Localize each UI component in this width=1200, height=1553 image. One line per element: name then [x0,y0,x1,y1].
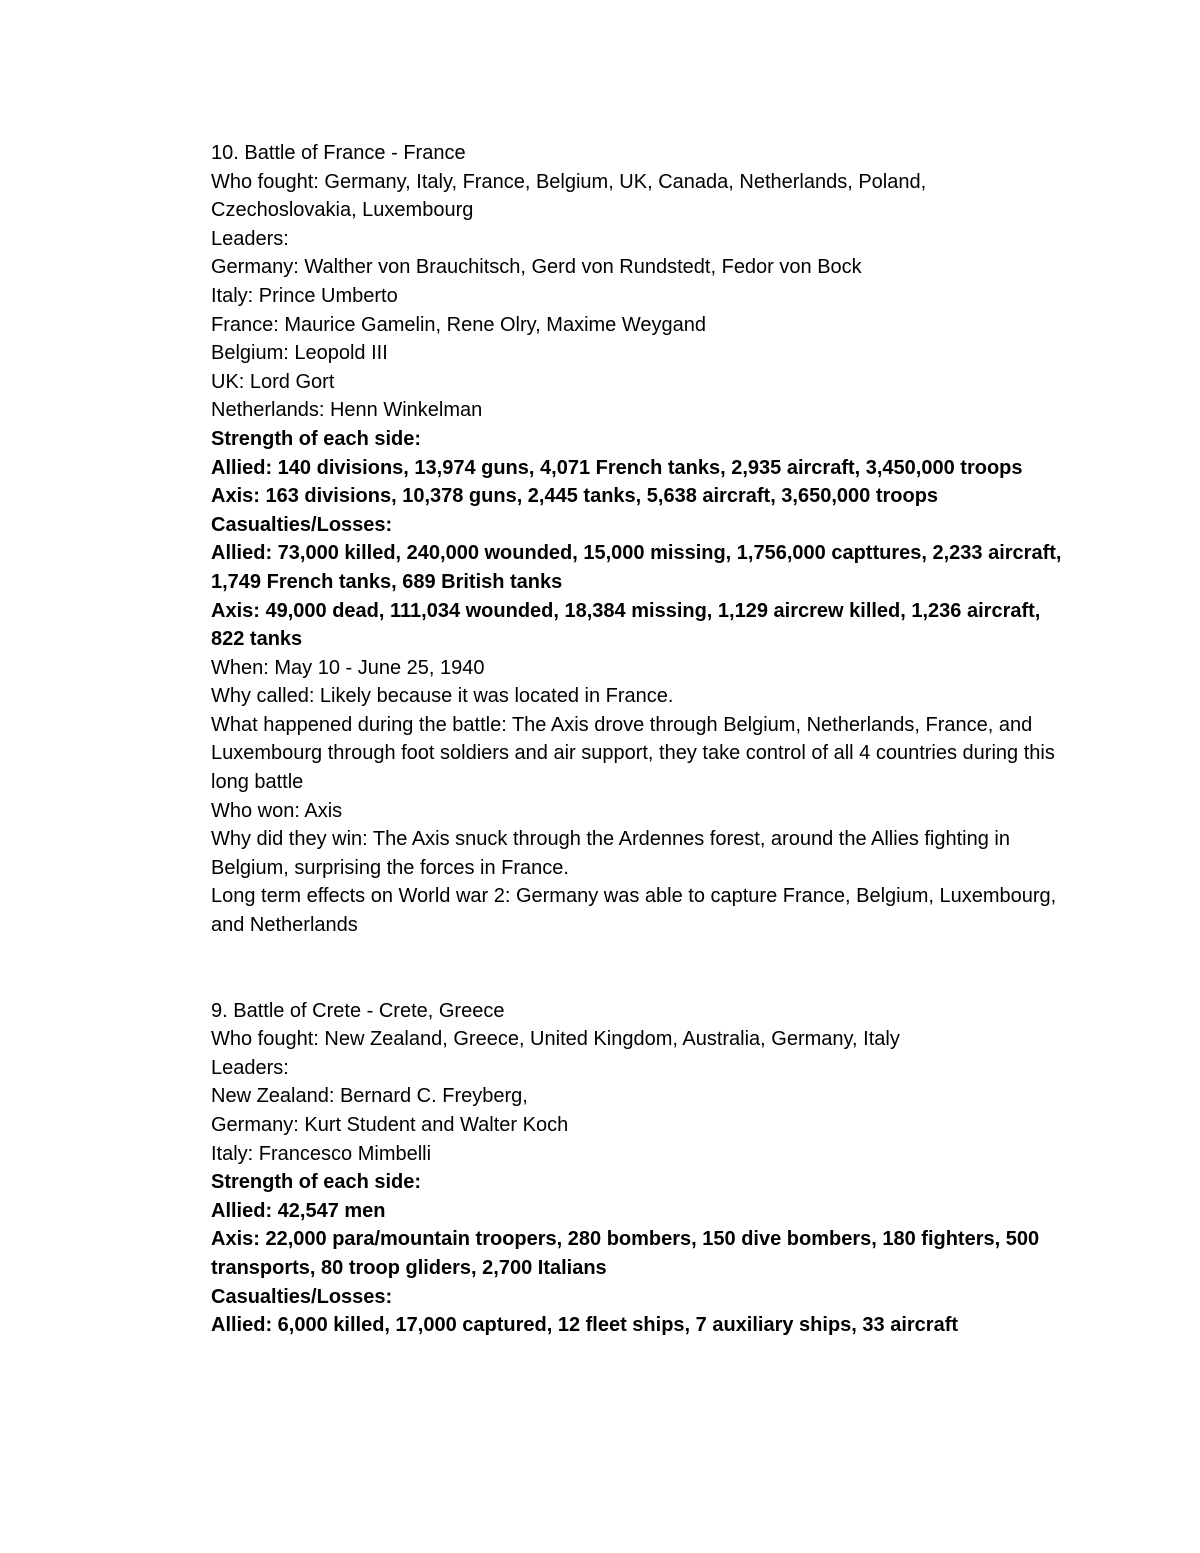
who-fought: Who fought: New Zealand, Greece, United Kingdom, Australia, Germany, Italy [211,1028,900,1051]
leader-line: UK: Lord Gort [211,370,335,393]
strength-heading: Strength of each side: [211,427,422,450]
casualties-axis: Axis: 49,000 dead, 111,034 wounded, 18,384 missing, 1,129 aircrew killed, 1,236 aircraft, 822 tanks [211,599,1041,651]
casualties-allied: Allied: 6,000 killed, 17,000 captured, 12 fleet ships, 7 auxiliary ships, 33 aircraft [211,1314,959,1337]
document-page [211,139,1071,1340]
leader-line: Italy: Francesco Mimbelli [211,1142,432,1165]
why-win-line: Why did they win: The Axis snuck through the Ardennes forest, around the Allies fighting in Belgium, surprising the forces in France. [211,828,1010,879]
leader-line: Italy: Prince Umberto [211,284,398,307]
strength-heading: Strength of each side: [211,1171,422,1194]
long-term-line: Long term effects on World war 2: Germany was able to capture France, Belgium, Luxembourg, and Netherlands [211,885,1057,937]
strength-axis: Axis: 163 divisions, 10,378 guns, 2,445 tanks, 5,638 aircraft, 3,650,000 troops [211,485,939,508]
leader-line: Germany: Kurt Student and Walter Koch [211,1114,569,1136]
leader-line: Belgium: Leopold III [211,342,388,365]
section-title: 10. Battle of France - France [211,142,466,164]
who-won-line: Who won: Axis [211,799,343,822]
casualties-heading: Casualties/Losses: [211,1285,393,1308]
strength-axis: Axis: 22,000 para/mountain troopers, 280 bombers, 150 dive bombers, 180 fighters, 500 transports, 80 troop gliders, 2,700 Italians [211,1228,1040,1279]
casualties-heading: Casualties/Losses: [211,513,393,536]
leaders-heading: Leaders: [211,1056,289,1079]
section-spacer [211,940,1071,997]
leaders-heading: Leaders: [211,227,289,250]
section-title: 9. Battle of Crete - Crete, Greece [211,999,505,1022]
strength-allied: Allied: 42,547 men [211,1199,386,1222]
leader-line: Germany: Walther von Brauchitsch, Gerd von Rundstedt, Fedor von Bock [211,256,862,279]
battle-section-france [211,139,1071,940]
leader-line: New Zealand: Bernard C. Freyberg, [211,1085,528,1108]
leader-line: France: Maurice Gamelin, Rene Olry, Maxime Weygand [211,313,706,336]
why-called-line: Why called: Likely because it was located in France. [211,685,674,708]
leader-line: Netherlands: Henn Winkelman [211,399,483,422]
battle-section-crete [211,997,1071,1340]
who-fought: Who fought: Germany, Italy, France, Belgium, UK, Canada, Netherlands, Poland, Czechoslovakia, Luxembourg [211,170,927,222]
when-line: When: May 10 - June 25, 1940 [211,656,485,679]
casualties-allied: Allied: 73,000 killed, 240,000 wounded, 15,000 missing, 1,756,000 capttures, 2,233 aircraft, 1,749 French tanks, 689 British tanks [211,542,1062,593]
strength-allied: Allied: 140 divisions, 13,974 guns, 4,071 French tanks, 2,935 aircraft, 3,450,000 troops [211,456,1023,479]
what-happened-line: What happened during the battle: The Axis drove through Belgium, Netherlands, France, and Luxembourg through foot soldiers and air support, they take control of all 4 countries during this long battle [211,713,1055,794]
